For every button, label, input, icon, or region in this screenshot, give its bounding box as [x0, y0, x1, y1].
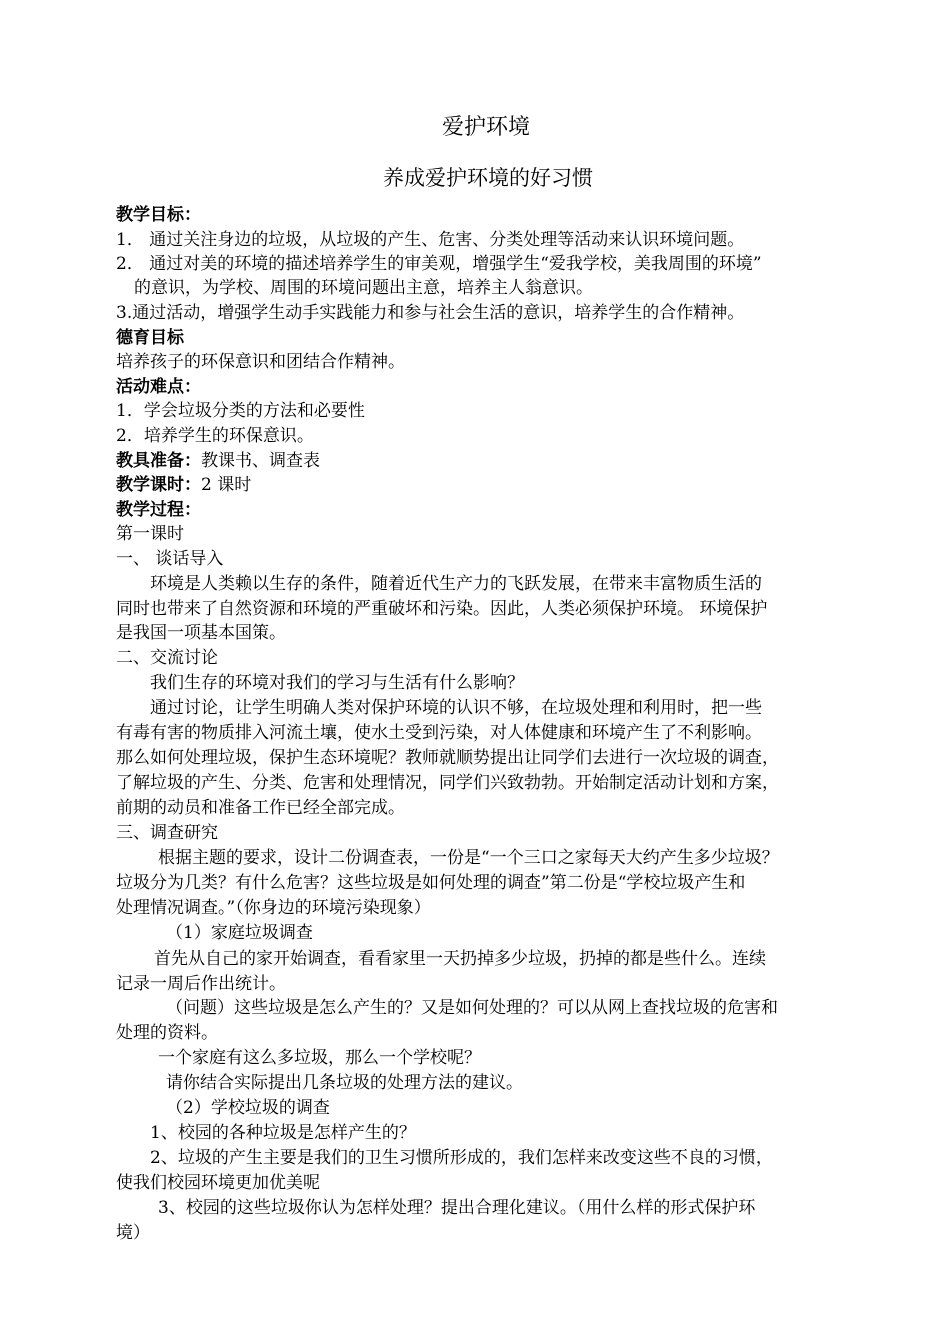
difficulty-1: 1．学会垃圾分类的方法和必要性	[116, 401, 365, 421]
periods-value: 2 课时	[201, 475, 252, 495]
materials-label: 教具准备：	[116, 451, 201, 471]
section-2-heading: 二、交流讨论	[116, 648, 218, 668]
school-item-3-line-1: 3、校园的这些垃圾你认为怎样处理？提出合理化建议。（用什么样的形式保护环	[158, 1198, 756, 1218]
goal-3: 3.通过活动，增强学生动手实践能力和参与社会生活的意识，培养学生的合作精神。	[116, 303, 745, 323]
intro-para-line-2: 同时也带来了自然资源和环境的严重破坏和污染。因此，人类必须保护环境。 环境保护	[116, 599, 768, 619]
school-item-1: 1、校园的各种垃圾是怎样产生的？	[150, 1123, 416, 1143]
household-para-line-1: 首先从自己的家开始调查，看看家里一天扔掉多少垃圾，扔掉的都是些什么。连续	[154, 949, 766, 969]
document-subtitle: 养成爱护环境的好习惯	[383, 166, 593, 190]
difficulty-2: 2．培养学生的环保意识。	[116, 426, 314, 446]
intro-para-line-3: 是我国一项基本国策。	[116, 623, 286, 643]
discussion-para-line-3: 那么如何处理垃圾，保护生态环境呢？教师就顺势提出让同学们去进行一次垃圾的调查，	[116, 748, 779, 768]
school-item-2-line-2: 使我们校园环境更加优美呢	[116, 1173, 320, 1193]
school-survey-heading: （2）学校垃圾的调查	[166, 1098, 330, 1118]
survey-para-line-3: 处理情况调查。”（你身边的环境污染现象）	[116, 898, 431, 918]
materials-value: 教课书、调查表	[201, 451, 320, 471]
school-question: 一个家庭有这么多垃圾，那么一个学校呢？	[158, 1048, 481, 1068]
intro-para-line-1: 环境是人类赖以生存的条件，随着近代生产力的飞跃发展，在带来丰富物质生活的	[150, 574, 762, 594]
materials-line	[116, 450, 320, 472]
heading-process: 教学过程：	[116, 500, 201, 520]
question-para-line-2: 处理的资料。	[116, 1023, 218, 1043]
household-para-line-2: 记录一周后作出统计。	[116, 974, 286, 994]
document-title: 爱护环境	[441, 115, 530, 140]
goal-2-cont: 的意识，为学校、周围的环境问题出主意，培养主人翁意识。	[134, 278, 593, 298]
goal-2: 2． 通过对美的环境的描述培养学生的审美观，增强学生“爱我学校，美我周围的环境”	[116, 254, 762, 274]
suggestion-prompt: 请你结合实际提出几条垃圾的处理方法的建议。	[166, 1073, 523, 1093]
discussion-para-line-5: 前期的动员和准备工作已经全部完成。	[116, 798, 405, 818]
household-survey-heading: （1）家庭垃圾调查	[166, 923, 313, 943]
goal-1: 1． 通过关注身边的垃圾，从垃圾的产生、危害、分类处理等活动来认识环境问题。	[116, 230, 745, 250]
discussion-para-line-2: 有毒有害的物质排入河流土壤，使水土受到污染，对人体健康和环境产生了不利影响。	[116, 723, 762, 743]
discussion-para-line-4: 了解垃圾的产生、分类、危害和处理情况，同学们兴致勃勃。开始制定活动计划和方案，	[116, 773, 779, 793]
heading-moral-goals: 德育目标	[116, 328, 184, 348]
school-item-3-line-2: 境）	[116, 1223, 150, 1243]
school-item-2-line-1: 2、垃圾的产生主要是我们的卫生习惯所形成的，我们怎样来改变这些不良的习惯，	[150, 1148, 773, 1168]
survey-para-line-2: 垃圾分为几类？有什么危害？这些垃圾是如何处理的调查”第二份是“学校垃圾产生和	[116, 873, 746, 893]
discussion-para-line-1: 通过讨论，让学生明确人类对保护环境的认识不够，在垃圾处理和利用时，把一些	[150, 698, 762, 718]
heading-teaching-goals: 教学目标：	[116, 205, 201, 225]
moral-goal-text: 培养孩子的环保意识和团结合作精神。	[116, 352, 405, 372]
question-para-line-1: （问题）这些垃圾是怎么产生的？又是如何处理的？可以从网上查找垃圾的危害和	[166, 998, 778, 1018]
discussion-question: 我们生存的环境对我们的学习与生活有什么影响？	[150, 673, 524, 693]
heading-difficulties: 活动难点：	[116, 377, 201, 397]
section-3-heading: 三、调查研究	[116, 823, 218, 843]
periods-line	[116, 474, 251, 496]
first-period: 第一课时	[116, 524, 184, 544]
survey-para-line-1: 根据主题的要求，设计二份调查表，一份是“一个三口之家每天大约产生多少垃圾？	[158, 848, 779, 868]
section-1-heading: 一、 谈话导入	[116, 549, 224, 569]
periods-label: 教学课时：	[116, 475, 201, 495]
